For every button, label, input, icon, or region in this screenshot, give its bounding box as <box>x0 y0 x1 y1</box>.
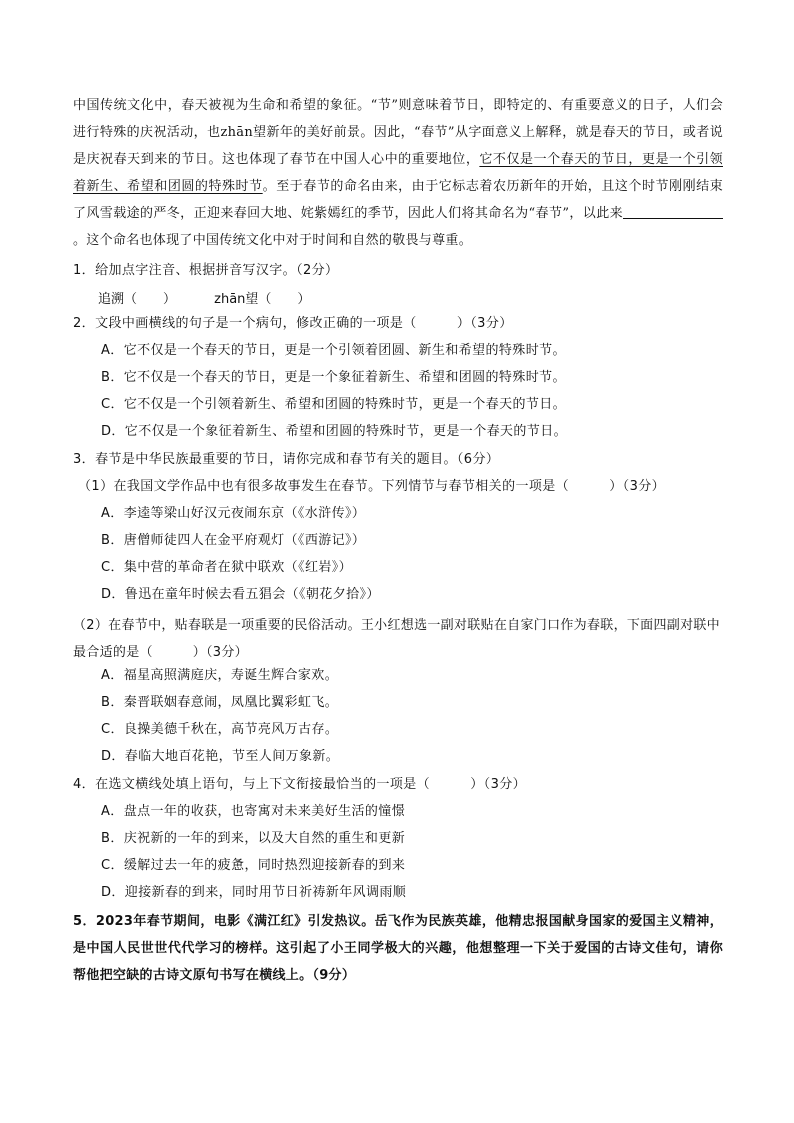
q4-option-a[interactable]: A．盘点一年的收获，也寄寓对未来美好生活的憧憬 <box>101 804 406 819</box>
q3-sub2-option-c[interactable]: C．良操美德千秋在，高节亮风万古存。 <box>101 722 339 737</box>
q3-sub1-option-d[interactable]: D．鲁迅在童年时候去看五猖会（《朝花夕拾》） <box>101 587 380 602</box>
q4-option-c[interactable]: C．缓解过去一年的疲惫，同时热烈迎接新春的到来 <box>101 858 406 873</box>
q2-option-a[interactable]: A．它不仅是一个春天的节日，更是一个引领着团圆、新生和希望的特殊时节。 <box>101 343 566 358</box>
q3-sub2-option-d[interactable]: D．春临大地百花艳，节至人间万象新。 <box>101 749 340 764</box>
underlined-sentence: 它不仅是一个春天的节日，更是一个引领着新生、希望和团圆的特殊时节 <box>73 152 723 194</box>
passage-text-1: 中国传统文化中，春天被视为生命和希望的象征。“节”则意味着节日，即特定的、有重要意义的日子，人们会进行特殊的庆祝活动，也zhān望新年的美好前景。因此，“春节”从字面意义上解释，就是春天的节日，或者说是庆祝春天到来的节日。这也体现了春节在中国人心中的重要地位， <box>73 98 723 167</box>
reading-passage <box>73 92 723 254</box>
q1-stem: 1．给加点字注音、根据拼音写汉字。（2分） <box>73 263 339 278</box>
q1-item-2: zhān望（ ） <box>214 292 311 307</box>
q4-option-d[interactable]: D．迎接新春的到来，同时用节日祈祷新年风调雨顺 <box>101 885 407 900</box>
q1-items <box>98 288 316 307</box>
q3-sub2-option-a[interactable]: A．福星高照满庭庆，寿诞生辉合家欢。 <box>101 668 339 683</box>
passage-text-2: 。至于春节的命名由来，由于它标志着农历新年的开始，且这个时节刚刚结束了风雪载途的严冬，正迎来春回大地、姹紫嫣红的季节，因此人们将其命名为“春节”，以此来 <box>73 179 723 221</box>
q3-stem: 3．春节是中华民族最重要的节日，请你完成和春节有关的题目。（6分） <box>73 452 500 467</box>
q3-sub2-option-b[interactable]: B．秦晋联姻春意闹，凤凰比翼彩虹飞。 <box>101 695 339 710</box>
q2-stem: 2．文段中画横线的句子是一个病句，修改正确的一项是（ ）（3分） <box>73 316 513 331</box>
q2-option-b[interactable]: B．它不仅是一个春天的节日，更是一个象征着新生、希望和团圆的特殊时节。 <box>101 370 566 385</box>
q2-option-c[interactable]: C．它不仅是一个引领着新生、希望和团圆的特殊时节，更是一个春天的节日。 <box>101 397 567 412</box>
q3-sub1-stem: （1）在我国文学作品中也有很多故事发生在春节。下列情节与春节相关的一项是（ ）（3分） <box>78 479 666 494</box>
q1-item-1: 追溯（ ） <box>98 292 177 307</box>
q3-sub2-stem: （2）在春节中，贴春联是一项重要的民俗活动。王小红想选一副对联贴在自家门口作为春联，下面四副对联中最合适的是（ ）（3分） <box>73 618 720 660</box>
q3-sub1-option-c[interactable]: C．集中营的革命者在狱中联欢（《红岩》） <box>101 560 353 575</box>
q4-option-b[interactable]: B．庆祝新的一年的到来，以及大自然的重生和更新 <box>101 831 406 846</box>
fill-blank[interactable] <box>623 204 723 219</box>
passage-text-3: 。这个命名也体现了中国传统文化中对于时间和自然的敬畏与尊重。 <box>73 233 473 248</box>
q3-sub1-option-b[interactable]: B．唐僧师徒四人在金平府观灯（《西游记》） <box>101 533 366 548</box>
q5-stem: 5．2023年春节期间，电影《满江红》引发热议。岳飞作为民族英雄，他精忠报国献身国家的爱国主义精神，是中国人民世世代代学习的榜样。这引起了小王同学极大的兴趣，他想整理一下关于爱国的古诗文佳句，请你帮他把空缺的古诗文原句书写在横线上。（9分） <box>73 914 723 983</box>
q3-sub1-option-a[interactable]: A．李逵等梁山好汉元夜闹东京（《水浒传》） <box>101 506 366 521</box>
q2-option-d[interactable]: D．它不仅是一个象征着新生、希望和团圆的特殊时节，更是一个春天的节日。 <box>101 424 568 439</box>
q4-stem: 4．在选文横线处填上语句，与上下文衔接最恰当的一项是（ ）（3分） <box>73 777 527 792</box>
